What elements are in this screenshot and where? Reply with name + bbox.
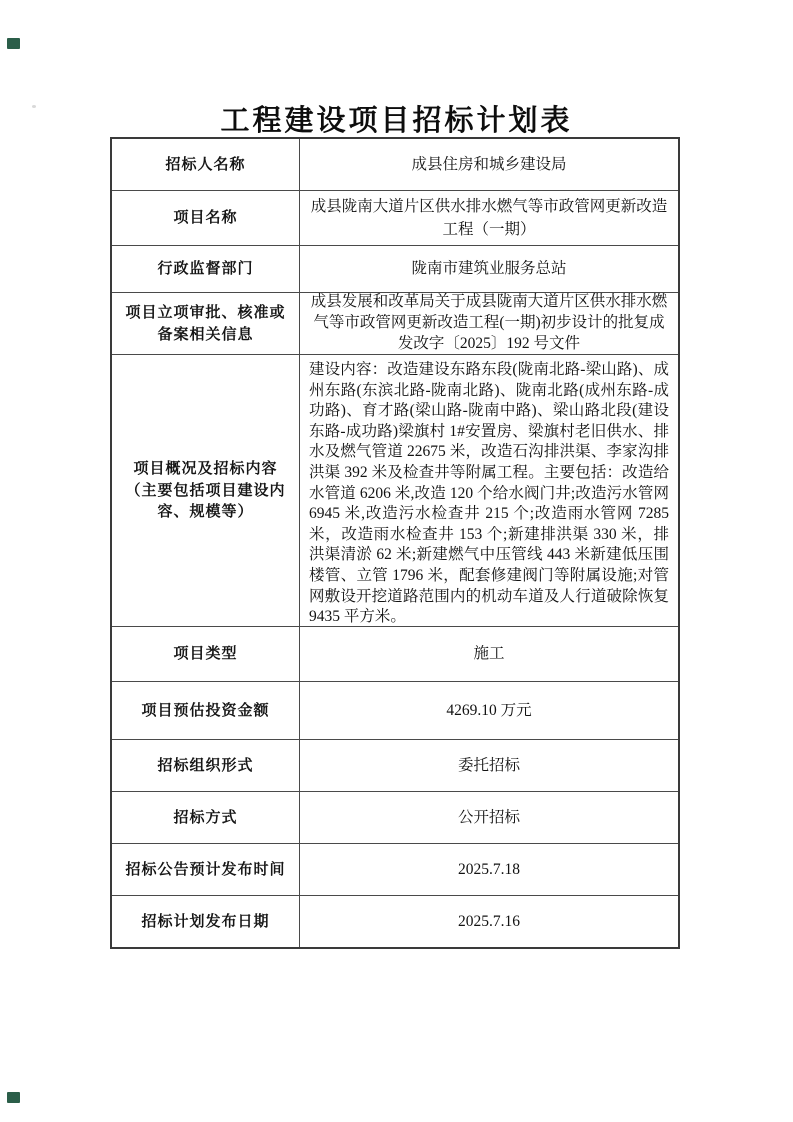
row-value: 委托招标 <box>457 756 520 774</box>
row-label: 招标组织形式 <box>112 740 300 791</box>
table-row-bid-method <box>112 792 678 844</box>
table-row-plan-release-date <box>112 896 678 947</box>
bidding-plan-table <box>110 137 680 949</box>
row-label: 招标方式 <box>112 792 300 843</box>
row-label: 项目类型 <box>112 627 300 681</box>
row-label: 招标人名称 <box>112 139 300 190</box>
row-label: 项目预估投资金额 <box>112 682 300 739</box>
row-value: 成县陇南大道片区供水排水燃气等市政管网更新改造工程（一期） <box>310 197 668 238</box>
table-row-announcement-expected-date <box>112 844 678 896</box>
row-label: 招标计划发布日期 <box>112 896 300 947</box>
row-value: 4269.10 万元 <box>446 701 532 719</box>
row-label: 行政监督部门 <box>112 246 300 292</box>
table-row-bidder-name <box>112 139 678 191</box>
row-label: 项目概况及招标内容（主要包括项目建设内容、规模等） <box>112 355 300 626</box>
table-row-supervising-department <box>112 246 678 293</box>
scan-artifact-mark-bottom <box>7 1092 20 1103</box>
table-row-bid-organization-form <box>112 740 678 792</box>
row-value: 成县住房和城乡建设局 <box>411 155 567 173</box>
row-value: 陇南市建筑业服务总站 <box>411 260 567 278</box>
page-title: 工程建设项目招标计划表 <box>220 105 573 137</box>
table-row-project-type <box>112 627 678 682</box>
row-value: 施工 <box>473 645 505 663</box>
row-label: 招标公告预计发布时间 <box>112 844 300 895</box>
row-value: 2025.7.18 <box>458 860 520 878</box>
row-value: 建设内容：改造建设东路东段(陇南北路-梁山路)、成州东路(东滨北路-陇南北路)、陇南北路(成州东路-成功路)、育才路(梁山路-陇南中路)、梁山路北段(建设东路-成功路)梁旗村 1#安置房、梁旗村老旧供水、排水及燃气管道 22675 米，改造石沟排洪渠、李家沟排洪渠 392 米及检查井等附属工程。主要包括：改造给水管道 6206 米,改造 120 个给水阀门井;改造污水管网 6945 米,改造污水检查井 215 个;改造雨水管网 7285 米，改造雨水检查井 153 个;新建排洪渠 330 米，排洪渠清淤 62 米;新建燃气中压管线 443 米新建低压围楼管、立管 1796 米，配套修建阀门等附属设施;对管网敷设开挖道路范围内的机动车道及人行道破除恢复 9435 平方米。 <box>309 361 669 626</box>
row-label: 项目立项审批、核准或备案相关信息 <box>112 293 300 354</box>
row-value: 2025.7.16 <box>458 912 520 930</box>
row-label: 项目名称 <box>112 191 300 245</box>
table-row-estimated-investment <box>112 682 678 740</box>
scan-artifact-mark-top <box>7 38 20 49</box>
table-row-project-overview <box>112 355 678 627</box>
table-row-project-name <box>112 191 678 246</box>
table-row-approval-info <box>112 293 678 355</box>
row-value: 公开招标 <box>457 808 520 826</box>
row-value: 成县发展和改革局关于成县陇南大道片区供水排水燃气等市政管网更新改造工程(一期)初步设计的批复成发改字〔2025〕192 号文件 <box>310 293 668 352</box>
